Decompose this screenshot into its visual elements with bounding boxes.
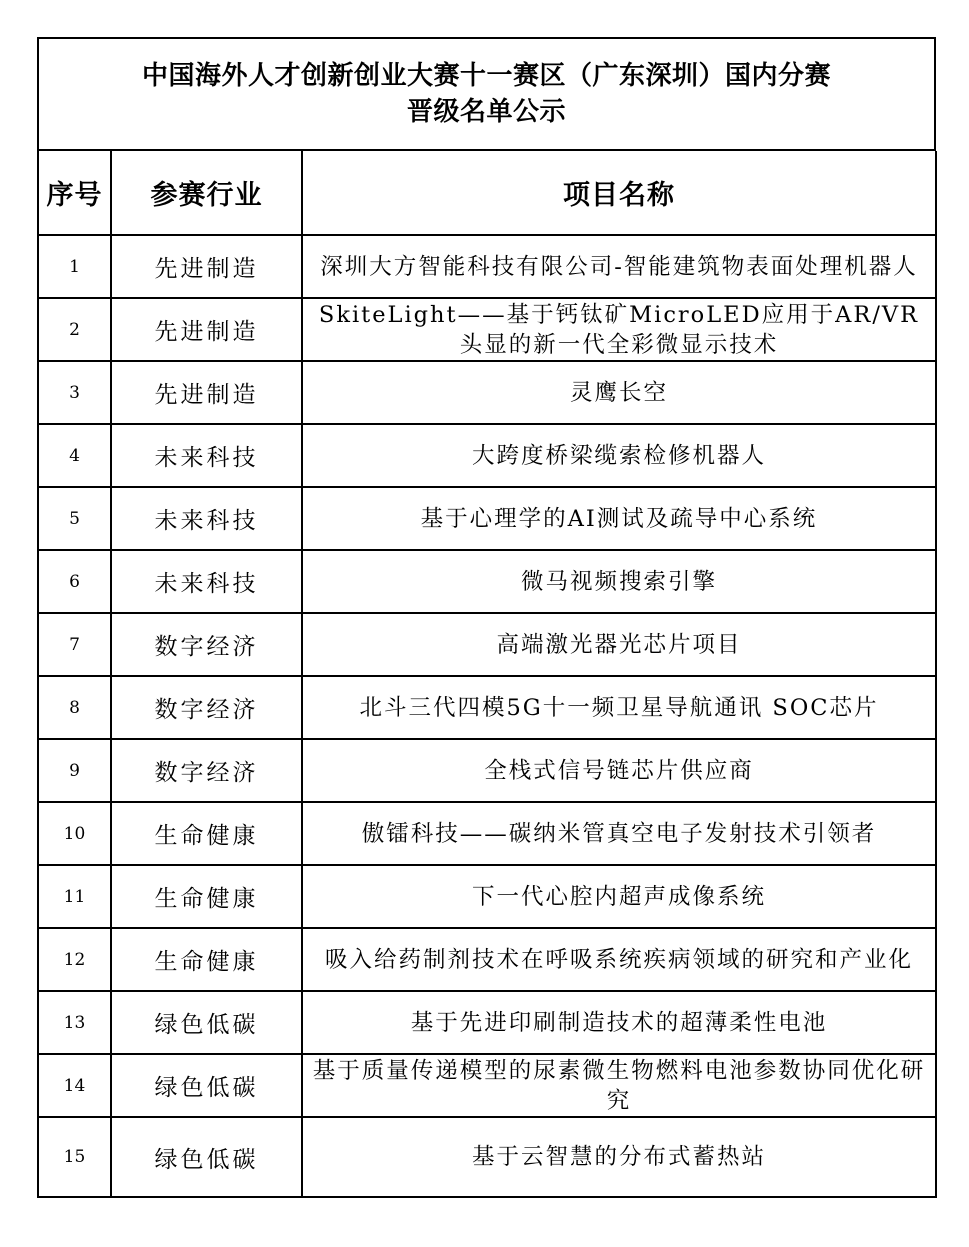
- row-industry: 数字经济: [111, 739, 302, 802]
- table-row: [39, 298, 936, 361]
- row-project: 基于质量传递模型的尿素微生物燃料电池参数协同优化研究: [302, 1054, 936, 1117]
- row-number: 4: [39, 424, 111, 487]
- row-project: 高端激光器光芯片项目: [302, 613, 936, 676]
- table-row: [39, 739, 936, 802]
- row-number: 1: [39, 235, 111, 298]
- finalist-table: [39, 151, 937, 1198]
- header-number: 序号: [39, 151, 111, 235]
- row-number: 5: [39, 487, 111, 550]
- row-industry: 生命健康: [111, 802, 302, 865]
- row-industry: 未来科技: [111, 424, 302, 487]
- row-number: 3: [39, 361, 111, 424]
- row-industry: 数字经济: [111, 613, 302, 676]
- row-industry: 生命健康: [111, 928, 302, 991]
- table-row: [39, 991, 936, 1054]
- row-project: 微马视频搜索引擎: [302, 550, 936, 613]
- row-project: 基于心理学的AI测试及疏导中心系统: [302, 487, 936, 550]
- table-row: [39, 361, 936, 424]
- table-row: [39, 235, 936, 298]
- row-project: 大跨度桥梁缆索检修机器人: [302, 424, 936, 487]
- row-number: 2: [39, 298, 111, 361]
- row-number: 10: [39, 802, 111, 865]
- finalist-list-sheet: [37, 37, 936, 1198]
- table-row: [39, 1117, 936, 1197]
- table-row: [39, 928, 936, 991]
- row-industry: 先进制造: [111, 361, 302, 424]
- row-number: 8: [39, 676, 111, 739]
- row-project: 深圳大方智能科技有限公司-智能建筑物表面处理机器人: [302, 235, 936, 298]
- title-line-2: 晋级名单公示: [406, 97, 566, 127]
- table-row: [39, 613, 936, 676]
- row-number: 15: [39, 1117, 111, 1197]
- table-row: [39, 802, 936, 865]
- row-industry: 未来科技: [111, 550, 302, 613]
- row-number: 7: [39, 613, 111, 676]
- table-row: [39, 865, 936, 928]
- row-number: 14: [39, 1054, 111, 1117]
- row-project: SkiteLight——基于钙钛矿MicroLED应用于AR/VR头显的新一代全彩微显示技术: [302, 298, 936, 361]
- row-project: 北斗三代四模5G十一频卫星导航通讯 SOC芯片: [302, 676, 936, 739]
- row-number: 6: [39, 550, 111, 613]
- row-number: 12: [39, 928, 111, 991]
- row-number: 13: [39, 991, 111, 1054]
- row-industry: 先进制造: [111, 298, 302, 361]
- row-project: 基于云智慧的分布式蓄热站: [302, 1117, 936, 1197]
- row-project: 吸入给药制剂技术在呼吸系统疾病领域的研究和产业化: [302, 928, 936, 991]
- table-row: [39, 1054, 936, 1117]
- row-industry: 未来科技: [111, 487, 302, 550]
- row-number: 11: [39, 865, 111, 928]
- document-title: [39, 39, 936, 151]
- row-project: 下一代心腔内超声成像系统: [302, 865, 936, 928]
- table-header-row: [39, 151, 936, 235]
- header-industry: 参赛行业: [111, 151, 302, 235]
- row-industry: 绿色低碳: [111, 991, 302, 1054]
- row-project: 全栈式信号链芯片供应商: [302, 739, 936, 802]
- table-row: [39, 424, 936, 487]
- table-row: [39, 676, 936, 739]
- row-project: 基于先进印刷制造技术的超薄柔性电池: [302, 991, 936, 1054]
- row-industry: 绿色低碳: [111, 1054, 302, 1117]
- row-industry: 绿色低碳: [111, 1117, 302, 1197]
- row-project: 傲镭科技——碳纳米管真空电子发射技术引领者: [302, 802, 936, 865]
- table-row: [39, 550, 936, 613]
- title-line-1: 中国海外人才创新创业大赛十一赛区（广东深圳）国内分赛: [141, 61, 831, 91]
- table-row: [39, 487, 936, 550]
- row-industry: 生命健康: [111, 865, 302, 928]
- row-industry: 数字经济: [111, 676, 302, 739]
- row-number: 9: [39, 739, 111, 802]
- row-industry: 先进制造: [111, 235, 302, 298]
- header-project-name: 项目名称: [302, 151, 936, 235]
- row-project: 灵鹰长空: [302, 361, 936, 424]
